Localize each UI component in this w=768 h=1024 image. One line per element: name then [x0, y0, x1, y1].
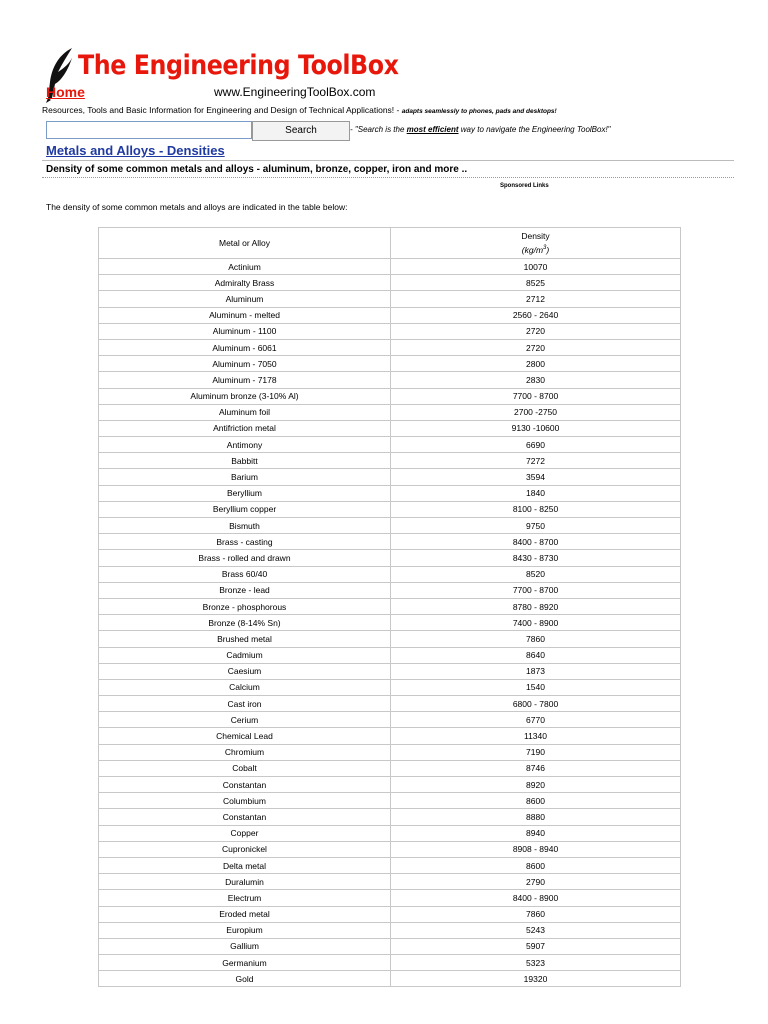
- metal-name-cell: Bismuth: [99, 518, 391, 534]
- metal-name-cell: Cadmium: [99, 647, 391, 663]
- metal-name-cell: Gallium: [99, 938, 391, 954]
- page-subtitle: Density of some common metals and alloys - aluminum, bronze, copper, iron and more ..: [46, 164, 468, 175]
- density-value-cell: 8746: [391, 760, 681, 776]
- metal-name-cell: Aluminum foil: [99, 404, 391, 420]
- density-value-cell: 8430 - 8730: [391, 550, 681, 566]
- home-link[interactable]: Home: [46, 84, 85, 100]
- table-row: [99, 534, 681, 550]
- metal-name-cell: Babbitt: [99, 453, 391, 469]
- metal-name-cell: Barium: [99, 469, 391, 485]
- title-divider: [42, 160, 734, 161]
- metal-name-cell: Chromium: [99, 744, 391, 760]
- metal-name-cell: Cerium: [99, 712, 391, 728]
- table-row: [99, 550, 681, 566]
- header-density-label: Density: [521, 231, 550, 242]
- density-value-cell: 7400 - 8900: [391, 615, 681, 631]
- density-value-cell: 8600: [391, 793, 681, 809]
- table-row: [99, 679, 681, 695]
- density-value-cell: 2800: [391, 356, 681, 372]
- table-row: [99, 809, 681, 825]
- tagline-small: adapts seamlessly to phones, pads and desktops!: [401, 108, 557, 115]
- table-row: [99, 566, 681, 582]
- table-row: [99, 760, 681, 776]
- density-value-cell: 2830: [391, 372, 681, 388]
- table-row: [99, 388, 681, 404]
- metal-name-cell: Europium: [99, 922, 391, 938]
- metal-name-cell: Antifriction metal: [99, 420, 391, 436]
- density-value-cell: 2712: [391, 291, 681, 307]
- table-row: [99, 938, 681, 954]
- search-hint-emphasis: most efficient: [406, 125, 459, 134]
- table-row: [99, 825, 681, 841]
- metal-name-cell: Bronze - lead: [99, 582, 391, 598]
- metal-name-cell: Aluminum bronze (3-10% Al): [99, 388, 391, 404]
- header-density-unit: [522, 245, 549, 255]
- density-value-cell: 6800 - 7800: [391, 696, 681, 712]
- density-value-cell: 8780 - 8920: [391, 598, 681, 614]
- table-row: [99, 307, 681, 323]
- density-table: [98, 227, 681, 987]
- metal-name-cell: Copper: [99, 825, 391, 841]
- site-url: www.EngineeringToolBox.com: [214, 85, 376, 99]
- header-density: [391, 228, 681, 259]
- density-table-wrap: [98, 227, 680, 987]
- metal-name-cell: Constantan: [99, 809, 391, 825]
- density-value-cell: 8920: [391, 777, 681, 793]
- metal-name-cell: Bronze - phosphorous: [99, 598, 391, 614]
- density-value-cell: 8400 - 8700: [391, 534, 681, 550]
- density-value-cell: 3594: [391, 469, 681, 485]
- density-value-cell: 5907: [391, 938, 681, 954]
- metal-name-cell: Brass - rolled and drawn: [99, 550, 391, 566]
- density-value-cell: 8640: [391, 647, 681, 663]
- table-row: [99, 663, 681, 679]
- table-row: [99, 647, 681, 663]
- table-row: [99, 404, 681, 420]
- unit-prefix: (kg/m: [521, 244, 544, 255]
- metal-name-cell: Germanium: [99, 955, 391, 971]
- table-row: [99, 485, 681, 501]
- header-metal-or-alloy: Metal or Alloy: [99, 228, 391, 259]
- metal-name-cell: Delta metal: [99, 857, 391, 873]
- density-value-cell: 7860: [391, 906, 681, 922]
- metal-name-cell: Cupronickel: [99, 841, 391, 857]
- metal-name-cell: Columbium: [99, 793, 391, 809]
- density-value-cell: 1840: [391, 485, 681, 501]
- unit-suffix: ): [546, 244, 550, 255]
- metal-name-cell: Aluminum - 1100: [99, 323, 391, 339]
- table-row: [99, 857, 681, 873]
- table-body: [99, 259, 681, 987]
- metal-name-cell: Bronze (8-14% Sn): [99, 615, 391, 631]
- metal-name-cell: Brushed metal: [99, 631, 391, 647]
- table-row: [99, 874, 681, 890]
- search-input[interactable]: [46, 121, 252, 139]
- table-row: [99, 501, 681, 517]
- density-value-cell: 7860: [391, 631, 681, 647]
- page-title[interactable]: Metals and Alloys - Densities: [46, 143, 225, 158]
- density-value-cell: 1873: [391, 663, 681, 679]
- table-row: [99, 890, 681, 906]
- density-value-cell: 8940: [391, 825, 681, 841]
- table-header-row: [99, 228, 681, 259]
- density-value-cell: 10070: [391, 259, 681, 275]
- density-value-cell: 8600: [391, 857, 681, 873]
- metal-name-cell: Brass - casting: [99, 534, 391, 550]
- density-value-cell: 8400 - 8900: [391, 890, 681, 906]
- density-value-cell: 2720: [391, 339, 681, 355]
- metal-name-cell: Chemical Lead: [99, 728, 391, 744]
- metal-name-cell: Aluminum - 7050: [99, 356, 391, 372]
- metal-name-cell: Antimony: [99, 437, 391, 453]
- table-row: [99, 291, 681, 307]
- metal-name-cell: Calcium: [99, 679, 391, 695]
- table-row: [99, 777, 681, 793]
- density-value-cell: 2790: [391, 874, 681, 890]
- metal-name-cell: Duralumin: [99, 874, 391, 890]
- table-row: [99, 712, 681, 728]
- metal-name-cell: Electrum: [99, 890, 391, 906]
- table-row: [99, 906, 681, 922]
- density-value-cell: 11340: [391, 728, 681, 744]
- density-value-cell: 2560 - 2640: [391, 307, 681, 323]
- tagline-text: Resources, Tools and Basic Information for Engineering and Design of Technical Applications! -: [42, 105, 400, 115]
- table-row: [99, 793, 681, 809]
- table-row: [99, 598, 681, 614]
- table-row: [99, 339, 681, 355]
- density-value-cell: 1540: [391, 679, 681, 695]
- metal-name-cell: Eroded metal: [99, 906, 391, 922]
- table-row: [99, 615, 681, 631]
- metal-name-cell: Constantan: [99, 777, 391, 793]
- table-row: [99, 323, 681, 339]
- search-hint: [350, 125, 611, 134]
- table-row: [99, 955, 681, 971]
- density-value-cell: 2720: [391, 323, 681, 339]
- metal-name-cell: Aluminum - melted: [99, 307, 391, 323]
- table-row: [99, 922, 681, 938]
- density-value-cell: 8525: [391, 275, 681, 291]
- density-value-cell: 8520: [391, 566, 681, 582]
- table-row: [99, 437, 681, 453]
- table-row: [99, 356, 681, 372]
- table-row: [99, 631, 681, 647]
- density-value-cell: 6770: [391, 712, 681, 728]
- density-value-cell: 6690: [391, 437, 681, 453]
- table-row: [99, 582, 681, 598]
- table-row: [99, 971, 681, 987]
- metal-name-cell: Aluminum: [99, 291, 391, 307]
- metal-name-cell: Cast iron: [99, 696, 391, 712]
- table-row: [99, 841, 681, 857]
- density-value-cell: 7700 - 8700: [391, 582, 681, 598]
- site-name: The Engineering ToolBox: [78, 50, 399, 81]
- table-row: [99, 744, 681, 760]
- table-row: [99, 696, 681, 712]
- table-row: [99, 420, 681, 436]
- table-row: [99, 372, 681, 388]
- density-value-cell: 7700 - 8700: [391, 388, 681, 404]
- metal-name-cell: Gold: [99, 971, 391, 987]
- density-value-cell: 8908 - 8940: [391, 841, 681, 857]
- table-row: [99, 453, 681, 469]
- density-value-cell: 19320: [391, 971, 681, 987]
- tagline: [42, 105, 557, 115]
- density-value-cell: 7272: [391, 453, 681, 469]
- metal-name-cell: Aluminum - 6061: [99, 339, 391, 355]
- density-value-cell: 8880: [391, 809, 681, 825]
- metal-name-cell: Caesium: [99, 663, 391, 679]
- table-row: [99, 469, 681, 485]
- density-value-cell: 7190: [391, 744, 681, 760]
- metal-name-cell: Admiralty Brass: [99, 275, 391, 291]
- density-value-cell: 8100 - 8250: [391, 501, 681, 517]
- table-row: [99, 728, 681, 744]
- metal-name-cell: Cobalt: [99, 760, 391, 776]
- density-value-cell: 5243: [391, 922, 681, 938]
- dotted-divider: [42, 177, 734, 178]
- sponsored-links-label: Sponsored Links: [500, 183, 549, 189]
- search-button[interactable]: Search: [252, 121, 350, 141]
- metal-name-cell: Aluminum - 7178: [99, 372, 391, 388]
- density-value-cell: 9750: [391, 518, 681, 534]
- intro-text: The density of some common metals and alloys are indicated in the table below:: [46, 202, 348, 212]
- density-value-cell: 5323: [391, 955, 681, 971]
- density-value-cell: 9130 -10600: [391, 420, 681, 436]
- search-hint-prefix: - "Search is the: [350, 125, 405, 134]
- search-hint-suffix: way to navigate the Engineering ToolBox!": [460, 125, 611, 134]
- metal-name-cell: Beryllium copper: [99, 501, 391, 517]
- table-row: [99, 518, 681, 534]
- unit-exponent: 3: [543, 245, 547, 252]
- metal-name-cell: Brass 60/40: [99, 566, 391, 582]
- table-row: [99, 275, 681, 291]
- metal-name-cell: Actinium: [99, 259, 391, 275]
- table-row: [99, 259, 681, 275]
- density-value-cell: 2700 -2750: [391, 404, 681, 420]
- metal-name-cell: Beryllium: [99, 485, 391, 501]
